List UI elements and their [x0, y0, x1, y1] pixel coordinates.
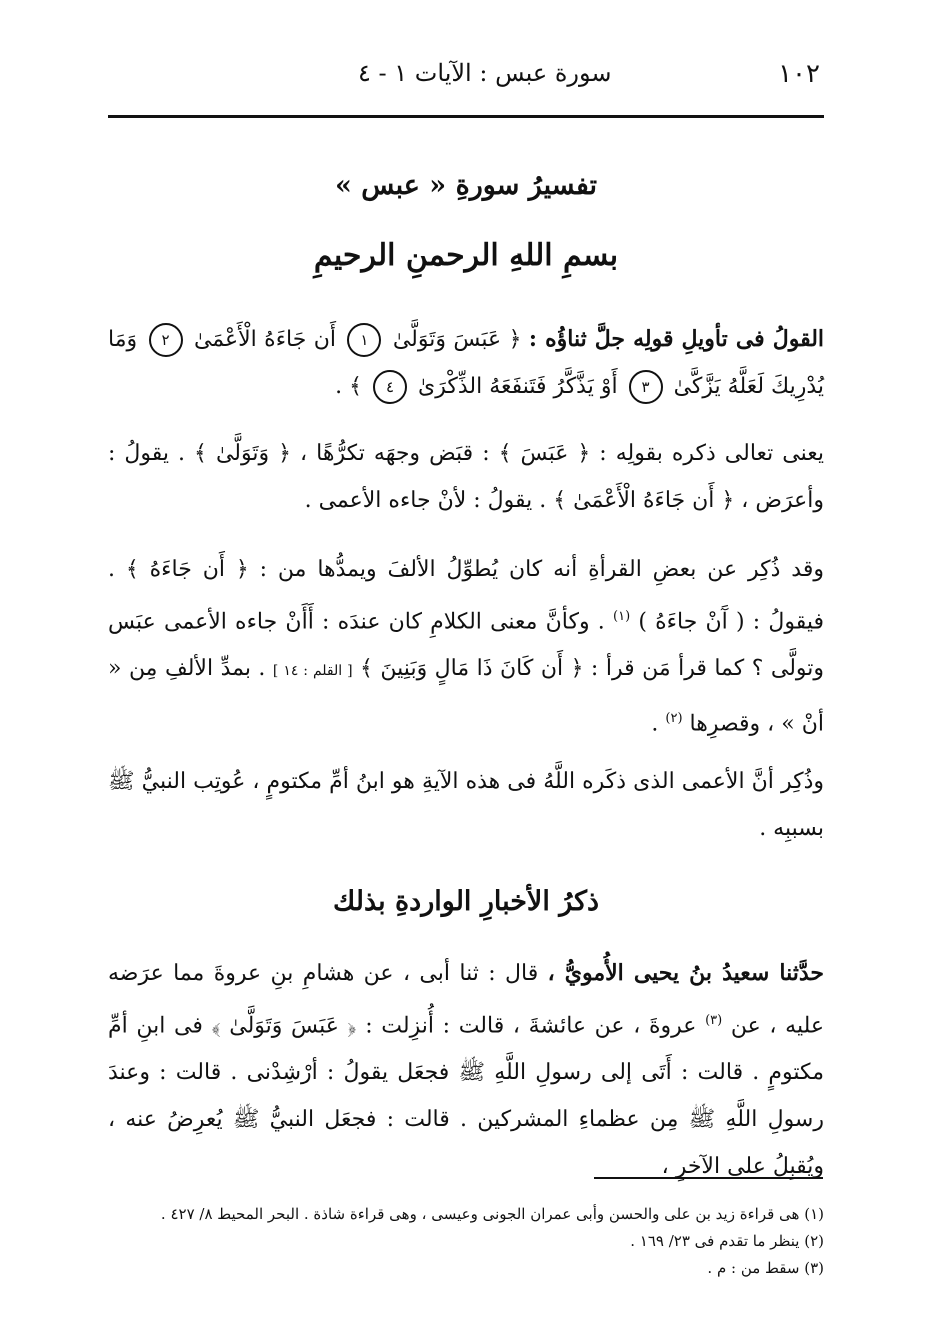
- para2-text-2: . وكأنَّ معنى الكلامِ كان عندَه : أَأَنْ جاءه الأعمى عبَس وتولَّى ؟ كما قرأ مَن قرأ : ﴿ أَن كَانَ ذَا مَالٍ وَبَنِينَ ﴾: [108, 609, 825, 682]
- basmala: بسمِ اللهِ الرحمنِ الرحيمِ: [313, 238, 619, 273]
- ayah-number-3: ٣: [629, 370, 663, 404]
- hadith-text-2: عروةَ ، عن عائشةَ ، قالت : أُنزِلت : ﴿ عَبَسَ وَتَوَلَّىٰ ﴾ فى ابنِ أمِّ مكتومٍ . قالت : أَتَى إلى رسولِ اللَّهِ ﷺ فجعَل يقولُ : أرْشِدْنى . قالت : وعندَ رسولِ اللَّهِ ﷺ مِن عظماءِ المشركين . قالت : فجعَل النبيُّ ﷺ يُعرِضُ عنه ، ويُقبِلُ على الآخرِ ،: [108, 1013, 824, 1180]
- ayah-number-1: ١: [347, 323, 381, 357]
- page-number: ١٠٢: [778, 59, 820, 89]
- hadith-paragraph: [108, 950, 824, 1190]
- verse-3: وَمَا يُدْرِيكَ لَعَلَّهُ يَزَّكَّىٰ: [108, 327, 824, 399]
- verse-4: أَوْ يَذَّكَّرُ فَتَنفَعَهُ الذِّكْرَىٰ: [418, 374, 618, 399]
- running-title: سورة عبس : الآيات ١ - ٤: [358, 59, 612, 87]
- verse-2: أَن جَاءَهُ الْأَعْمَىٰ: [193, 327, 337, 352]
- para2-text-1: وقد ذُكِر عن بعضِ القرأةِ أنه كان يُطوِّلُ الألفَ ويمدُّها من : ﴿ أَن جَاءَهُ ﴾ . فيقولُ : ( آَنْ جاءَهُ ): [108, 557, 824, 635]
- intro-lead: القولُ فى تأويلِ قولِه جلَّ ثناؤُه :: [528, 326, 825, 352]
- page-header: [108, 55, 824, 118]
- footnote-ref-2: (٢): [665, 711, 683, 727]
- footnote-ref-1: (١): [613, 609, 631, 624]
- footnote-3: (٣) سقط من : م .: [707, 1259, 824, 1277]
- para2-text-3: . بمدِّ الألفِ مِن « أنْ » ، وقصرِها: [108, 656, 824, 737]
- hadith-text-1: قال : ثنا أبى ، عن هشامِ بنِ عروةَ مما عرَضه عليه ، عن: [108, 961, 825, 1039]
- footnote-separator: [594, 1177, 823, 1179]
- close-bracket: ﴾ .: [335, 374, 363, 399]
- commentary-paragraph-1: يعنى تعالى ذكره بقولِه : ﴿ عَبَسَ ﴾ : قبَض وجهَه تكرُّهًا ، ﴿ وَتَوَلَّىٰ ﴾ . يقولُ : وأعرَض ، ﴿ أَن جَاءَهُ الْأَعْمَىٰ ﴾ . يقولُ : لأنْ جاءه الأعمى .: [108, 441, 824, 513]
- intro-paragraph: [108, 316, 824, 410]
- surah-title: تفسيرُ سورةِ « عبس »: [334, 170, 598, 201]
- footnotes: [108, 1201, 824, 1282]
- quran-citation: [ القلم : ١٤ ]: [272, 663, 353, 680]
- section-heading: ذكرُ الأخبارِ الواردةِ بذلك: [332, 886, 600, 917]
- ayah-number-2: ٢: [149, 323, 183, 357]
- open-bracket: ﴿: [508, 327, 522, 352]
- hadith-isnad: حدَّثنا سعيدُ بنُ يحيى الأُمويُّ ،: [547, 960, 824, 986]
- footnote-2: (٢) ينظر ما تقدم فى ٢٣/ ١٦٩ .: [630, 1232, 824, 1250]
- verse-1: عَبَسَ وَتَوَلَّىٰ: [392, 327, 502, 352]
- footnote-ref-3: (٣): [705, 1013, 723, 1028]
- footnote-1: (١) هى قراءة زيد بن على والحسن وأبى عمران الجونى وعيسى ، وهى قراءة شاذة . البحر المحيط ٨/ ٤٢٧ .: [160, 1205, 824, 1223]
- ayah-number-4: ٤: [373, 370, 407, 404]
- para2-text-4: .: [651, 711, 659, 737]
- commentary-paragraph-2: [108, 546, 824, 748]
- commentary-paragraph-3: وذُكِر أنَّ الأعمى الذى ذكَره اللَّهُ فى هذه الآيةِ هو ابنُ أمِّ مكتومٍ ، عُوتِب النبيُّ ﷺ بسببِه .: [108, 769, 824, 841]
